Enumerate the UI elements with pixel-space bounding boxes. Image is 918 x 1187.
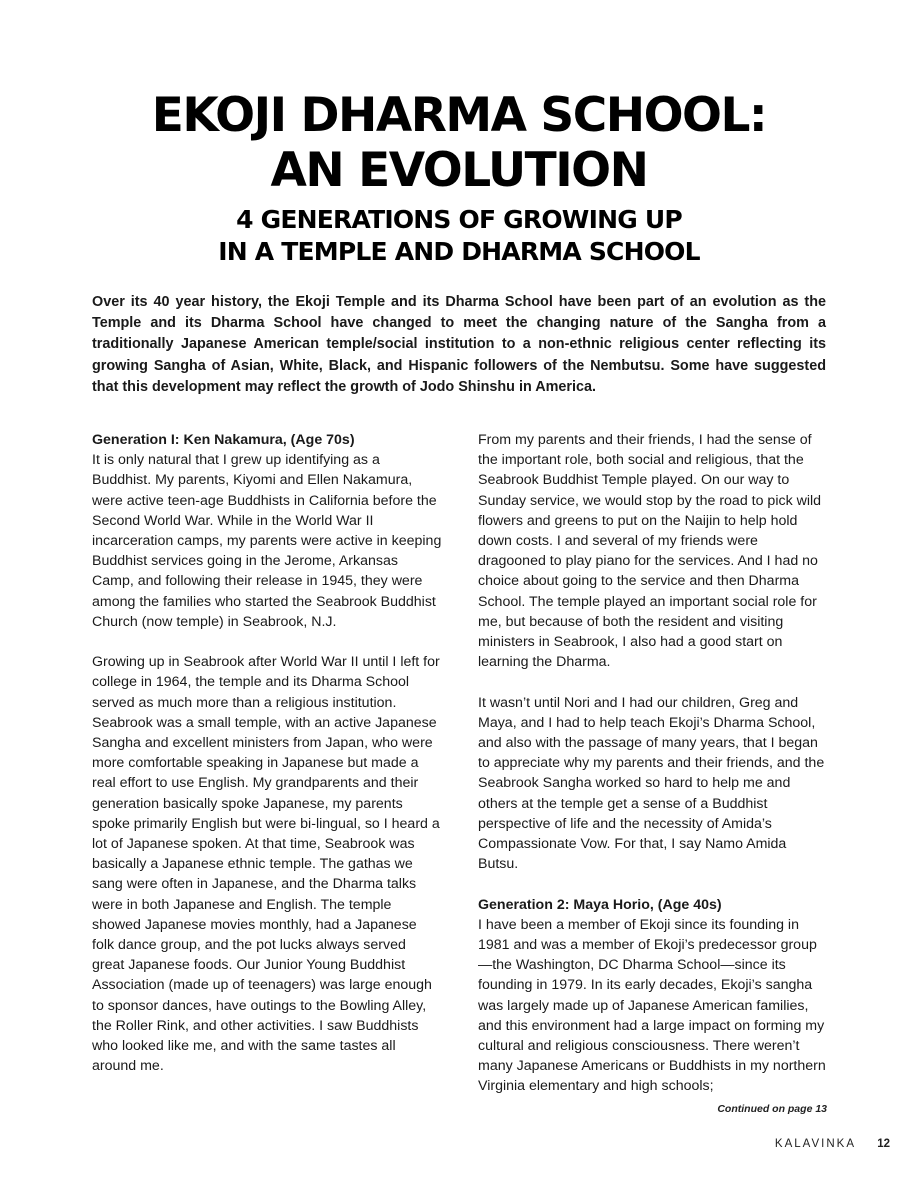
page-footer [775, 1138, 890, 1150]
generation-1-section [92, 430, 442, 632]
body-paragraph: I have been a member of Ekoji since its founding in 1981 and was a member of Ekoji’s predecessor group—the Washington, DC Dharma School—since its founding in 1979. In its early decades, Ekoji’s sangha was largely made up of Japanese American families, and this environment had a large impact on forming my cultural and religious consciousness. There weren’t many Japanese Americans or Buddhists in my northern Virginia elementary and high schools; [478, 916, 826, 1095]
intro-paragraph: Over its 40 year history, the Ekoji Temple and its Dharma School have been part of an evolution as the Temple and its Dharma School have changed to meet the changing nature of the Sangha from a traditionally Japanese American temple/social institution to a non-ethnic religious center reflecting its growing Sangha of Asian, White, Black, and Hispanic followers of the Nembutsu. Some have suggested that this development may reflect the growth of Jodo Shinshu in America. [92, 294, 826, 395]
page-subtitle [0, 204, 918, 268]
body-paragraph: It is only natural that I grew up identifying as a Buddhist. My parents, Kiyomi and Ellen Nakamura, were active teen-age Buddhists in California before the Second World War. While in the World War II incarceration camps, my parents were active in keeping Buddhist services going in the Jerome, Arkansas Camp, and following their release in 1945, they were among the families who started the Seabrook Buddhist Church (now temple) in Seabrook, N.J. [92, 452, 442, 630]
subtitle-line-1: 4 GENERATIONS OF GROWING UP [236, 205, 682, 234]
generation-2-section [478, 895, 828, 1097]
page-title [0, 88, 918, 198]
page-number: 12 [877, 1138, 890, 1150]
title-block [0, 88, 918, 268]
title-line-2: AN EVOLUTION [270, 143, 648, 198]
publication-name: KALAVINKA [774, 1138, 856, 1150]
continued-note: Continued on page 13 [717, 1103, 827, 1115]
title-line-1: EKOJI DHARMA SCHOOL: [151, 88, 767, 143]
subtitle-line-2: IN A TEMPLE AND DHARMA SCHOOL [218, 237, 700, 266]
left-column [92, 430, 442, 1076]
generation-1-heading: Generation I: Ken Nakamura, (Age 70s) [92, 432, 355, 448]
right-column [478, 430, 828, 1097]
body-paragraph: From my parents and their friends, I had the sense of the important role, both social and religious, that the Seabrook Buddhist Temple played. On our way to Sunday service, we would stop by the road to pick wild flowers and greens to put on the Naijin to help hold down costs. I and several of my friends were dragooned to play piano for the services. And I had no choice about going to the service and then Dharma School. The temple played an important social role for me, but because of both the resident and visiting ministers in Seabrook, I also had a good start on learning the Dharma. [478, 432, 822, 671]
body-paragraph: It wasn’t until Nori and I had our children, Greg and Maya, and I had to help teach Ekoji’s Dharma School, and also with the passage of many years, that I began to appreciate why my parents and their friends, and the Seabrook Sangha worked so hard to help me and others at the temple get a sense of a Buddhist perspective of life and the necessity of Amida’s Compassionate Vow. For that, I say Namo Amida Butsu. [478, 694, 825, 873]
generation-2-heading: Generation 2: Maya Horio, (Age 40s) [478, 896, 722, 913]
body-paragraph: Growing up in Seabrook after World War II until I left for college in 1964, the temple and its Dharma School served as much more than a religious institution. Seabrook was a small temple, with an active Japanese Sangha and excellent ministers from Japan, who were more comfortable speaking in Japanese but made a real effort to use English. My grandparents and their generation basically spoke Japanese, my parents spoke primarily English but were bi-lingual, so I heard a lot of Japanese spoken. At that time, Seabrook was basically a Japanese ethnic temple. The gathas we sang were often in Japanese, and the Dharma talks were in both Japanese and English. The temple showed Japanese movies monthly, had a Japanese folk dance group, and the pot lucks always served great Japanese foods. Our Junior Young Buddhist Association (made up of teenagers) was large enough to sponsor dances, have outings to the Bowling Alley, the Roller Rink, and other activities. I saw Buddhists who looked like me, and with the same tastes all around me. [92, 654, 440, 1075]
